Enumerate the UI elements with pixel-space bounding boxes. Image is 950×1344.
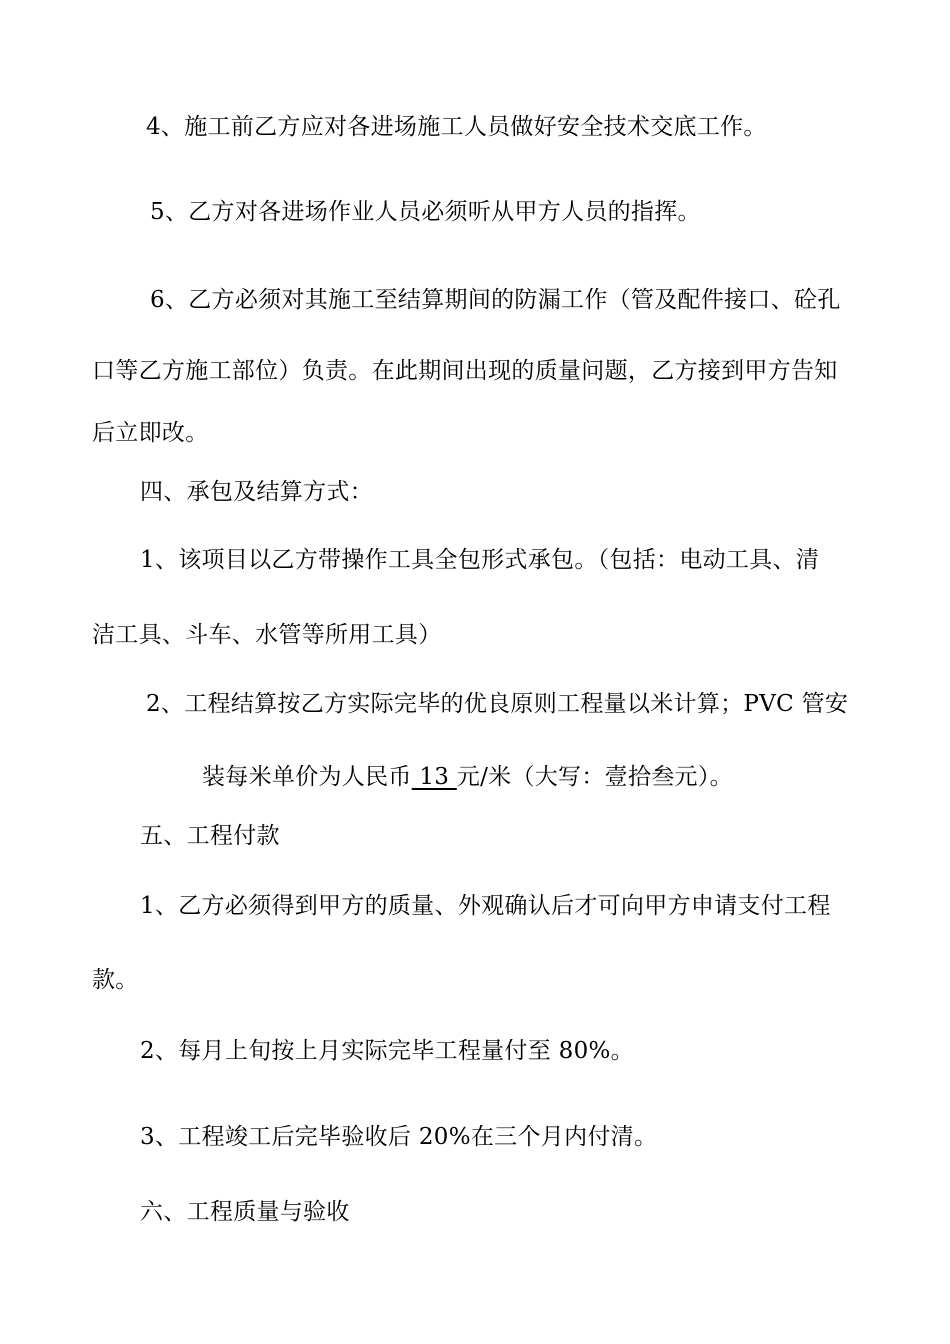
section-4-item-1-line-2: 洁工具、斗车、水管等所用工具） [92, 622, 442, 648]
clause-6-line-2: 口等乙方施工部位）负责。在此期间出现的质量问题，乙方接到甲方告知 [92, 358, 838, 384]
clause-6-line-1: 6、乙方必须对其施工至结算期间的防漏工作（管及配件接口、砼孔 [150, 287, 841, 313]
section-5-heading: 五、工程付款 [140, 823, 280, 849]
section-5-item-1-line-1: 1、乙方必须得到甲方的质量、外观确认后才可向甲方申请支付工程 [140, 893, 831, 919]
price-suffix: 元/米（大写：壹拾叁元）。 [456, 764, 733, 790]
price-amount: 13 [411, 764, 457, 790]
section-4-item-1-line-1: 1、该项目以乙方带操作工具全包形式承包。（包括：电动工具、清 [140, 547, 820, 573]
section-4-item-2-line-2 [202, 762, 733, 792]
price-prefix: 装每米单价为人民币 [202, 764, 412, 790]
clause-6-line-3: 后立即改。 [92, 420, 209, 446]
clause-5-line: 5、乙方对各进场作业人员必须听从甲方人员的指挥。 [150, 199, 701, 225]
section-4-heading: 四、承包及结算方式： [140, 479, 373, 505]
section-5-item-3: 3、工程竣工后完毕验收后 20%在三个月内付清。 [140, 1124, 658, 1150]
clause-4-line: 4、施工前乙方应对各进场施工人员做好安全技术交底工作。 [146, 114, 767, 140]
section-6-heading: 六、工程质量与验收 [140, 1199, 350, 1225]
section-5-item-1-line-2: 款。 [92, 967, 139, 993]
section-4-item-2-line-1: 2、工程结算按乙方实际完毕的优良原则工程量以米计算；PVC 管安 [146, 691, 849, 717]
section-5-item-2: 2、每月上旬按上月实际完毕工程量付至 80%。 [140, 1038, 634, 1064]
